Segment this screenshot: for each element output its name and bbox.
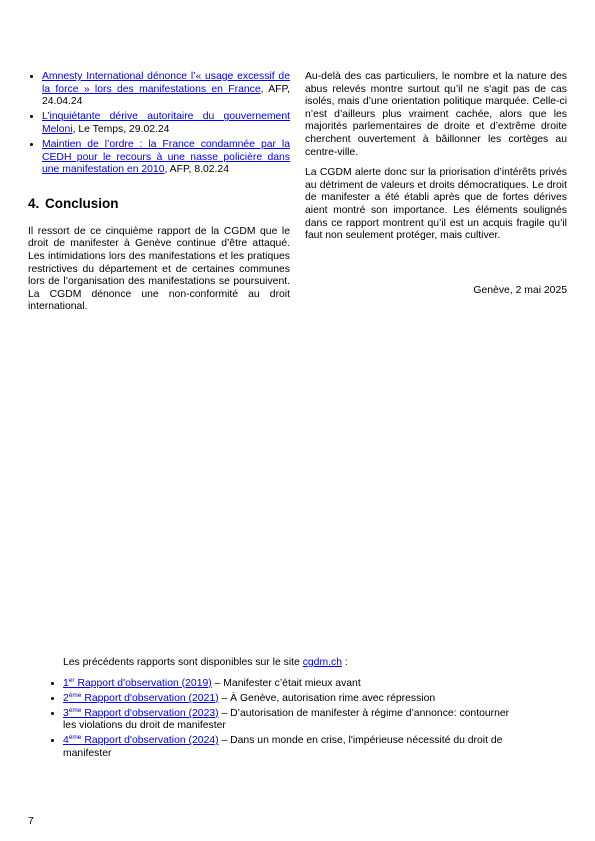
intro-text: Les précédents rapports sont disponibles sur le site <box>63 657 303 668</box>
section-number: 4. <box>28 195 40 211</box>
previous-reports-list <box>49 678 525 761</box>
list-item <box>42 111 290 136</box>
intro-end: : <box>341 657 348 668</box>
site-link[interactable]: cgdm.ch <box>302 657 342 668</box>
report-link-label: Rapport d'observation (2019) <box>74 677 212 689</box>
reference-link[interactable]: Amnesty International dénonce l’« usage excessif de la force » lors des manifestations en France <box>42 71 290 95</box>
report-link[interactable] <box>63 735 219 746</box>
report-ordinal: 2 <box>63 692 69 704</box>
left-column <box>28 71 290 314</box>
body-paragraph: Au-delà des cas particuliers, le nombre et la nature des abus relevés montre surtout qu’il ne s’agit pas de cas isolés, mais d’une orientation politique marquée. Celle-ci n’est d’ailleurs plus vraiment cachée, alors que les majorités parlementaires de droite et d’extrême droite cherchent ouvertement à bâillonner les cortèges au centre-ville. <box>305 71 567 158</box>
place-date: Genève, 2 mai 2025 <box>473 285 567 296</box>
report-link[interactable] <box>63 678 212 689</box>
section-title: Conclusion <box>45 195 119 211</box>
report-ordinal: 4 <box>63 735 69 747</box>
reference-link[interactable]: Maintien de l’ordre : la France condamnée par la CEDH pour le recours à une nasse policière dans une manifestation en 2010 <box>42 138 290 176</box>
reference-link[interactable]: L’inquiétante dérive autoritaire du gouvernement Meloni <box>42 111 290 135</box>
list-item <box>63 678 525 691</box>
report-description: – Manifester c’était mieux avant <box>211 677 361 689</box>
reference-source: , AFP, 24.04.24 <box>42 83 290 108</box>
reference-source: , Le Temps, 29.02.24 <box>72 123 170 135</box>
section-heading <box>28 196 290 212</box>
list-item <box>63 735 525 760</box>
report-link-label: Rapport d'observation (2023) <box>81 707 219 719</box>
report-link-label: Rapport d'observation (2021) <box>81 692 219 704</box>
list-item <box>63 708 525 733</box>
report-ordinal-suffix: ème <box>68 691 82 699</box>
page-number: 7 <box>28 816 34 827</box>
report-ordinal-suffix: ème <box>68 706 82 714</box>
report-link[interactable] <box>63 693 219 704</box>
right-column <box>305 71 567 251</box>
list-item <box>42 139 290 177</box>
report-ordinal: 3 <box>63 707 69 719</box>
report-ordinal: 1 <box>63 677 69 689</box>
report-ordinal-suffix: er <box>68 676 75 684</box>
report-description: – Dans un monde en crise, l'impérieuse nécessité du droit de manifester <box>63 735 503 760</box>
report-ordinal-suffix: ème <box>68 734 82 742</box>
body-paragraph: La CGDM alerte donc sur la priorisation d’intérêts privés au détriment de valeurs et droits démocratiques. Le droit de manifester a été établi après que de fortes dérives aient montré son importance. Les éléments soulignés dans ce rapport montrent qu’il est un acquis fragile qu’il faut non seulement protéger, mais cultiver. <box>305 167 567 242</box>
previous-reports-intro <box>63 657 525 670</box>
reference-source: , AFP, 8.02.24 <box>164 164 229 176</box>
list-item <box>63 693 525 706</box>
report-description: – À Genève, autorisation rime avec répression <box>218 692 436 704</box>
report-link[interactable] <box>63 708 219 719</box>
press-references-list <box>28 71 290 177</box>
report-description: – D’autorisation de manifester à régime d’annonce: contourner les violations du droit de manifester <box>63 707 510 732</box>
conclusion-paragraph: Il ressort de ce cinquième rapport de la CGDM que le droit de manifester à Genève continue d’être attaqué. Les intimidations lors des manifestations et les pratiques restrictives du département et de certaines communes lors de l’organisation des manifestations se poursuivent. La CGDM dénonce une non-conformité au droit international. <box>28 225 290 313</box>
list-item <box>42 71 290 109</box>
report-link-label: Rapport d'observation (2024) <box>81 735 219 747</box>
previous-reports <box>49 657 525 763</box>
